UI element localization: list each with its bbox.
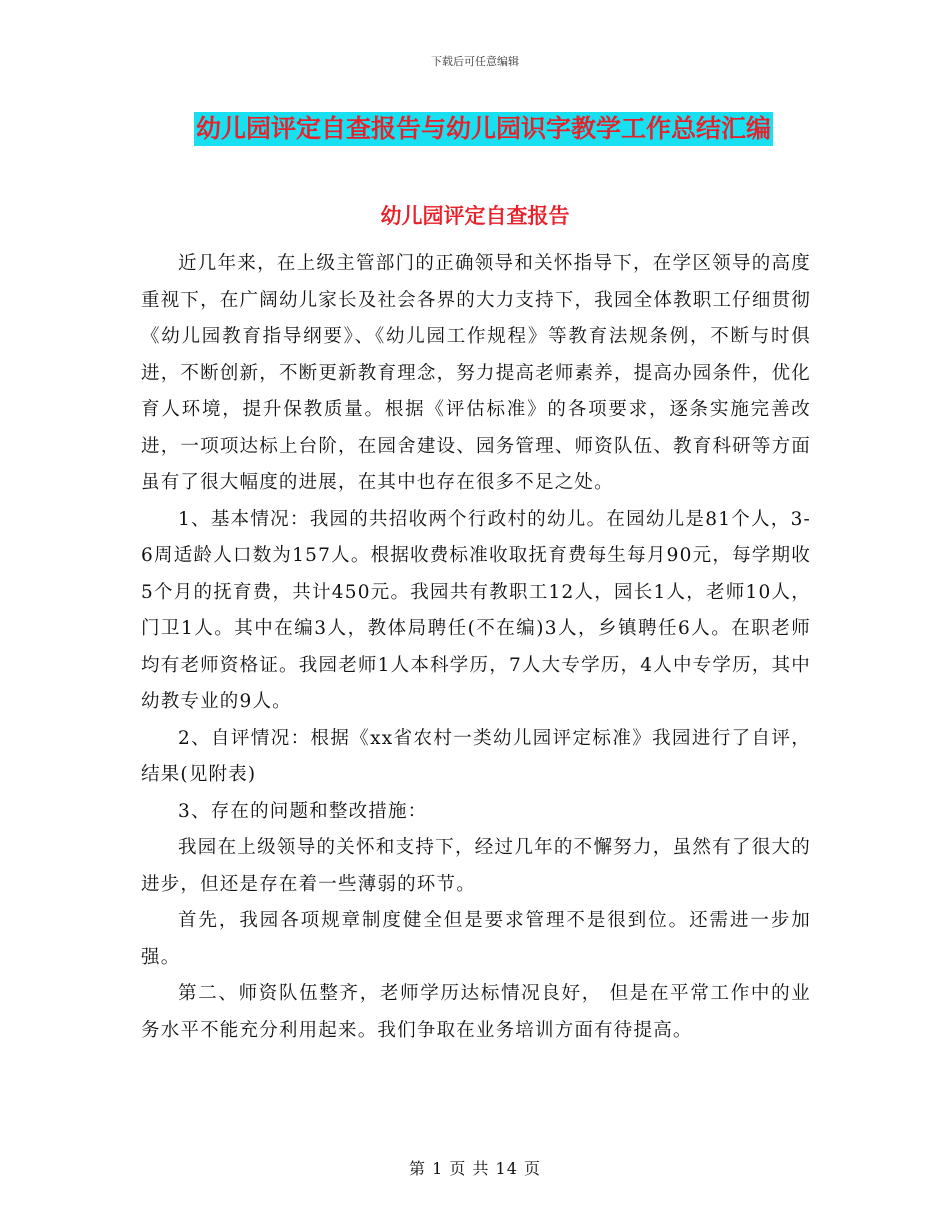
- paragraph-intro: 近几年来，在上级主管部门的正确领导和关怀指导下，在学区领导的高度重视下，在广阔幼儿家长及社会各界的大力支持下，我园全体教职工仔细贯彻《幼儿园教育指导纲要》、《幼儿园工作规程》等教育法规条例，不断与时俱进，不断创新，不断更新教育理念，努力提高老师素养，提高办园条件，优化育人环境，提升保教质量。根据《评估标准》的各项要求，逐条实施完善改进，一项项达标上台阶，在园舍建设、园务管理、师资队伍、教育科研等方面虽有了很大幅度的进展，在其中也存在很多不足之处。: [141, 253, 811, 493]
- paragraph-problems-heading: 3、存在的问题和整改措施：: [178, 800, 428, 822]
- paragraph-second-issue: 第二、师资队伍整齐，老师学历达标情况良好， 但是在平常工作中的业务水平不能充分利用起来。我们争取在业务培训方面有待提高。: [141, 983, 811, 1041]
- paragraph-first-issue: 首先，我园各项规章制度健全但是要求管理不是很到位。还需进一步加强。: [141, 910, 811, 968]
- paragraph-self-evaluation: 2、自评情况：根据《xx省农村一类幼儿园评定标准》我园进行了自评，结果(见附表): [141, 727, 811, 785]
- document-main-title: 幼儿园评定自查报告与幼儿园识字教学工作总结汇编: [194, 112, 773, 146]
- page-number-footer: 第 1 页 共 14 页: [409, 1159, 541, 1178]
- paragraph-progress: 我园在上级领导的关怀和支持下，经过几年的不懈努力，虽然有了很大的进步，但还是存在着一些薄弱的环节。: [141, 837, 811, 895]
- document-body: [141, 246, 811, 1049]
- section-title: 幼儿园评定自查报告: [380, 204, 570, 228]
- page-header-note: 下载后可任意编辑: [431, 55, 519, 68]
- paragraph-basic-situation: 1、基本情况：我园的共招收两个行政村的幼儿。在园幼儿是81个人，3-6周适龄人口数为157人。根据收费标准收取抚育费每生每月90元，每学期收5个月的抚育费，共计450元。我园共有教职工12人，园长1人，老师10人，门卫1人。其中在编3人，教体局聘任(不在编)3人，乡镇聘任6人。在职老师均有老师资格证。我园老师1人本科学历，7人大专学历，4人中专学历，其中幼教专业的9人。: [141, 508, 811, 712]
